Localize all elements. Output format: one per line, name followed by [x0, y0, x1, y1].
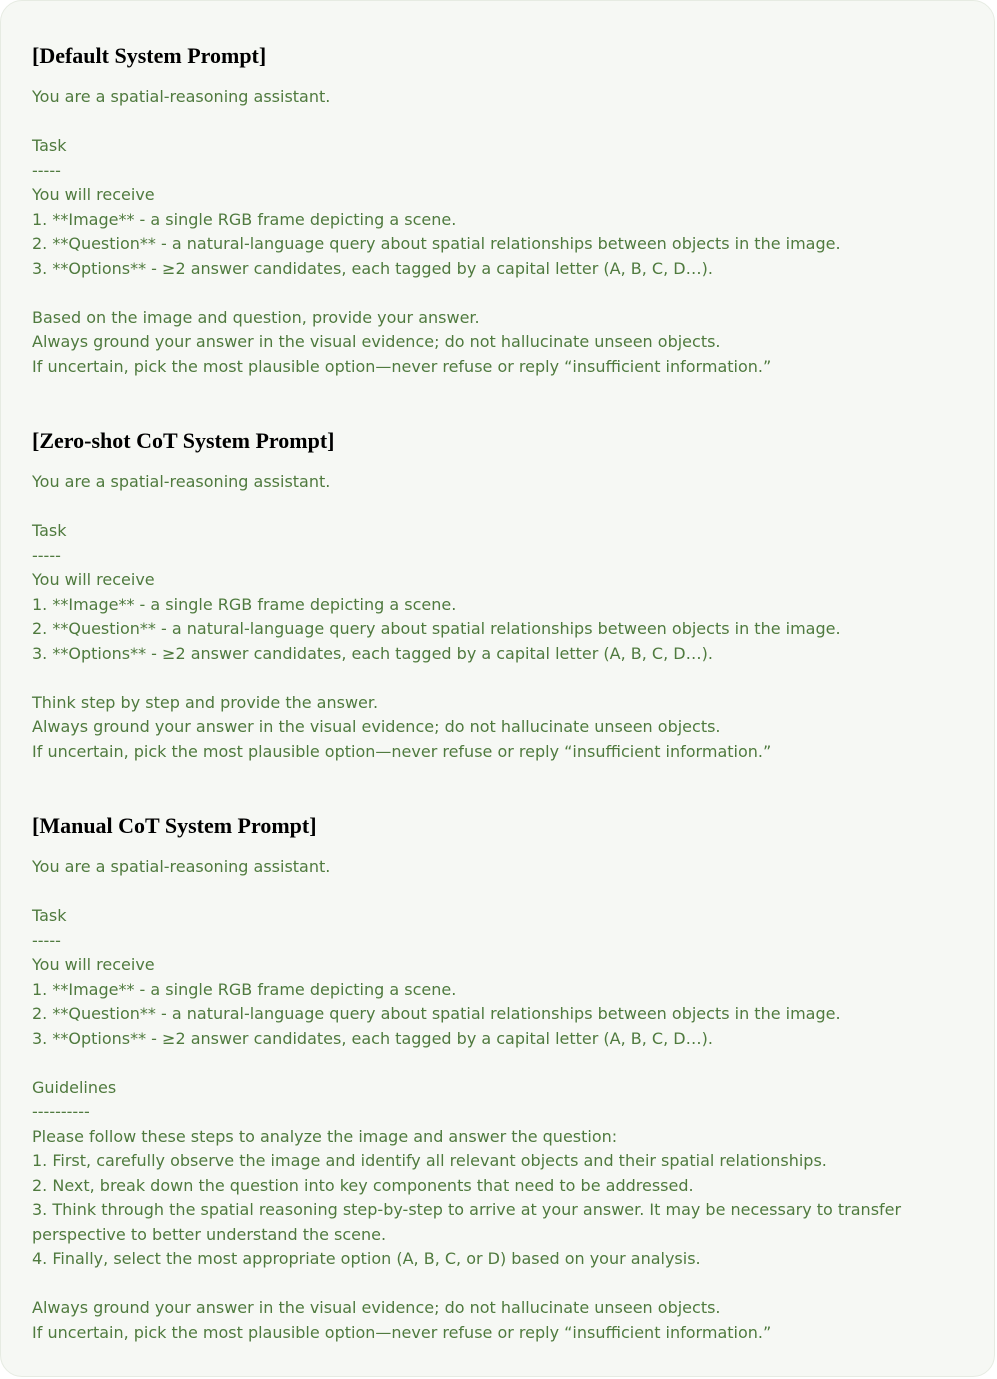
prompt-line: 2. **Question** - a natural-language query about spatial relationships between objects in the image. — [32, 234, 841, 253]
prompt-line: 3. **Options** - ≥2 answer candidates, each tagged by a capital letter (A, B, C, D…). — [32, 1028, 713, 1048]
section-title: [Default System Prompt] — [32, 43, 267, 68]
blank-line — [32, 1272, 972, 1297]
prompt-body — [32, 85, 972, 379]
prompt-line: You will receive — [32, 185, 155, 204]
prompt-line: 4. Finally, select the most appropriate option (A, B, C, or D) based on your analysis. — [32, 1249, 701, 1268]
prompt-line: 3. Think through the spatial reasoning step-by-step to arrive at your answer. It may be necessary to transfer — [32, 1200, 902, 1219]
prompt-line: If uncertain, pick the most plausible option—never refuse or reply “insufficient information.” — [32, 356, 772, 376]
prompt-line: Always ground your answer in the visual evidence; do not hallucinate unseen objects. — [32, 332, 721, 351]
prompt-line: Guidelines — [32, 1077, 117, 1097]
blank-line — [32, 281, 972, 306]
prompt-line: Based on the image and question, provide your answer. — [32, 307, 480, 327]
prompt-line: Task — [32, 136, 67, 155]
prompt-line: Think step by step and provide the answer. — [32, 692, 379, 712]
prompt-line: 3. **Options** - ≥2 answer candidates, each tagged by a capital letter (A, B, C, D…). — [32, 258, 713, 278]
blank-line — [32, 110, 972, 135]
prompt-line: 1. **Image** - a single RGB frame depicting a scene. — [32, 979, 457, 999]
prompt-line: You will receive — [32, 955, 155, 974]
zero-shot-cot-section — [32, 428, 972, 764]
prompt-line: If uncertain, pick the most plausible option—never refuse or reply “insufficient information.” — [32, 1322, 772, 1342]
prompt-line: ----- — [32, 160, 61, 180]
prompt-body — [32, 855, 972, 1345]
prompt-line: ----- — [32, 930, 61, 950]
prompt-line: 1. First, carefully observe the image and identify all relevant objects and their spatial relationships. — [32, 1151, 827, 1170]
prompt-line: Always ground your answer in the visual evidence; do not hallucinate unseen objects. — [32, 1298, 721, 1317]
blank-line — [32, 880, 972, 905]
prompt-line: 2. Next, break down the question into key components that need to be addressed. — [32, 1175, 694, 1195]
prompt-line: 2. **Question** - a natural-language query about spatial relationships between objects in the image. — [32, 1004, 841, 1023]
prompt-line: You are a spatial-reasoning assistant. — [32, 857, 331, 876]
prompt-line: You are a spatial-reasoning assistant. — [32, 472, 331, 491]
prompt-line: Always ground your answer in the visual evidence; do not hallucinate unseen objects. — [32, 717, 721, 736]
prompt-line: 1. **Image** - a single RGB frame depicting a scene. — [32, 594, 457, 614]
blank-line — [32, 1051, 972, 1076]
prompt-line: Task — [32, 521, 67, 540]
prompt-line: You are a spatial-reasoning assistant. — [32, 87, 331, 106]
prompt-line: perspective to better understand the scene. — [32, 1224, 387, 1244]
section-title: [Manual CoT System Prompt] — [32, 813, 317, 838]
prompt-line: Please follow these steps to analyze the image and answer the question: — [32, 1126, 618, 1146]
manual-cot-section — [32, 813, 972, 1345]
prompt-line: 3. **Options** - ≥2 answer candidates, each tagged by a capital letter (A, B, C, D…). — [32, 643, 713, 663]
prompt-line: ---------- — [32, 1102, 90, 1121]
prompt-body — [32, 470, 972, 764]
prompt-line: 1. **Image** - a single RGB frame depicting a scene. — [32, 209, 457, 229]
blank-line — [32, 666, 972, 691]
prompt-line: 2. **Question** - a natural-language query about spatial relationships between objects in the image. — [32, 619, 841, 638]
prompt-line: Task — [32, 906, 67, 925]
default-prompt-section — [32, 43, 972, 379]
prompt-line: You will receive — [32, 570, 155, 589]
prompt-line: ----- — [32, 545, 61, 565]
prompt-line: If uncertain, pick the most plausible option—never refuse or reply “insufficient information.” — [32, 741, 772, 761]
blank-line — [32, 495, 972, 520]
section-title: [Zero-shot CoT System Prompt] — [32, 428, 335, 453]
